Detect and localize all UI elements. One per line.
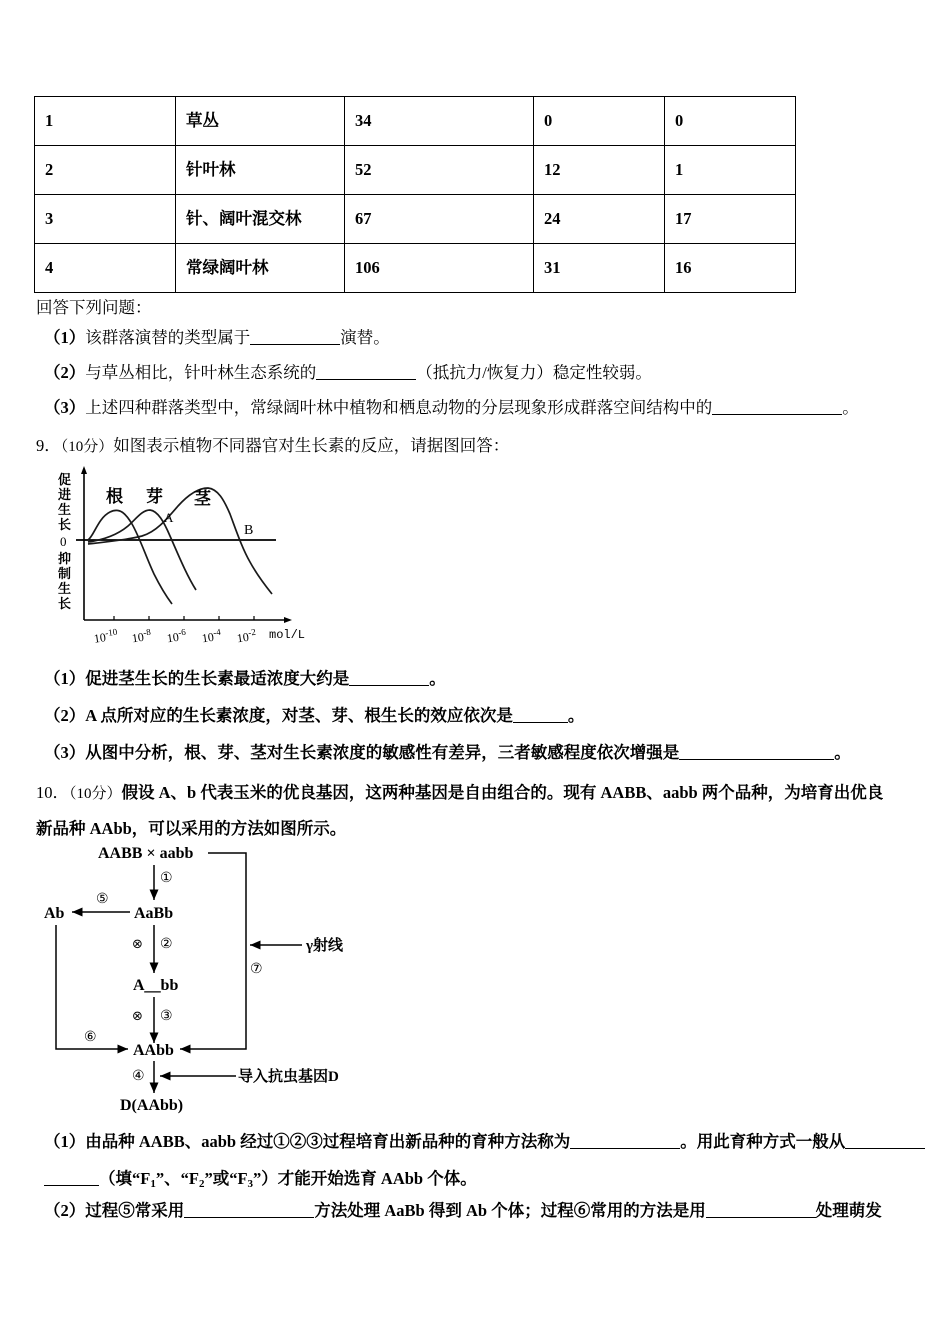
q8-item-1-label: （1） — [44, 328, 86, 347]
cell-birds: 31 — [534, 244, 665, 293]
q10-stem-text-1: 假设 A、b 代表玉米的优良基因，这两种基因是自由组合的。现有 AABB、aabb 两个品种，为培育出优良 — [121, 783, 884, 802]
y-label-char: 促 — [58, 472, 72, 487]
q8-item-3-after: 。 — [842, 398, 859, 417]
cell-mammals: 17 — [665, 195, 796, 244]
q9-item-1-after: 。 — [429, 669, 446, 688]
answer-blank[interactable] — [250, 344, 340, 345]
q8-item-3-text: 上述四种群落类型中，常绿阔叶林中植物和栖息动物的分层现象形成群落空间结构中的 — [85, 398, 713, 417]
table-row — [35, 244, 796, 293]
x-tick-label-group — [93, 626, 119, 645]
x-tick-label-group — [201, 627, 223, 646]
answer-blank[interactable] — [570, 1148, 680, 1149]
x-tick-label-group — [236, 627, 258, 646]
q10-option-f2: “$F_2$” — [180, 1169, 213, 1190]
q10-item-2 — [44, 1200, 882, 1222]
q9-item-2-text: A 点所对应的生长素浓度，对茎、芽、根生长的效应依次是 — [85, 706, 513, 725]
table-row — [35, 97, 796, 146]
q8-item-3 — [44, 397, 859, 419]
step-label-3: ③ — [160, 1009, 173, 1024]
breeding-flowchart — [40, 845, 390, 1120]
node-parents: AABB × aabb — [98, 845, 194, 862]
cell-no: 1 — [35, 97, 176, 146]
q9-item-1-text: 促进茎生长的生长素最适浓度大约是 — [85, 669, 350, 688]
cell-plants: 67 — [345, 195, 534, 244]
self-cross-symbol-3: ⊗ — [132, 1009, 143, 1024]
arrow-step-7 — [180, 853, 246, 1049]
y-label-char: 进 — [58, 487, 72, 502]
q8-item-1 — [44, 327, 390, 349]
y-label-char: 生 — [58, 581, 72, 596]
self-cross-symbol-2: ⊗ — [132, 937, 143, 952]
x-axis-arrow — [284, 617, 292, 623]
q9-item-2-after: 。 — [567, 706, 585, 725]
y-label-char: 长 — [58, 596, 72, 611]
answer-blank[interactable] — [845, 1148, 925, 1149]
q8-prompt: 回答下列问题： — [36, 298, 152, 317]
q9-item-2 — [44, 705, 584, 727]
q9-item-3 — [44, 742, 851, 764]
q10-item-1-seg3-prefix: （填 — [99, 1169, 132, 1188]
answer-blank[interactable] — [679, 759, 834, 760]
x-tick-label: $10^{-6}$ — [165, 626, 187, 646]
q9-number: 9． — [36, 436, 61, 455]
q10-stem-line2: 新品种 AAbb，可以采用的方法如图所示。 — [36, 819, 347, 838]
q9-item-3-after: 。 — [834, 743, 851, 762]
q10-option-f3: “$F_3$” — [229, 1169, 262, 1190]
q10-item-2-seg3: 处理萌发 — [815, 1201, 882, 1220]
curve-label-root: 根 — [106, 487, 123, 506]
point-label-b: B — [244, 523, 254, 538]
node-target: AAbb — [133, 1042, 174, 1059]
cell-mammals: 1 — [665, 146, 796, 195]
node-product: D(AAbb) — [120, 1097, 184, 1114]
x-tick-label-group — [131, 627, 153, 646]
q9-stem — [36, 435, 509, 457]
q10-stem-line1 — [36, 782, 883, 804]
cell-community: 常绿阔叶林 — [176, 244, 345, 293]
q10-item-1-line2 — [44, 1168, 477, 1192]
q10-item-1-seg3-suffix: ）才能开始选育 AAbb 个体。 — [261, 1169, 477, 1188]
q10-item-1-line1 — [44, 1131, 925, 1153]
answer-blank[interactable] — [513, 722, 568, 723]
q9-item-3-label: （3） — [44, 743, 86, 762]
x-tick-label-group — [166, 627, 188, 646]
y-axis-arrow — [81, 466, 87, 474]
curve-label-bud: 芽 — [146, 487, 163, 506]
cell-plants: 52 — [345, 146, 534, 195]
answer-blank[interactable] — [349, 685, 429, 686]
q8-item-2-text: 与草丛相比，针叶林生态系统的 — [85, 363, 317, 382]
table-row — [35, 146, 796, 195]
cell-mammals: 0 — [665, 97, 796, 146]
q9-item-1-label: （1） — [44, 669, 86, 688]
q8-item-2-label: （2） — [44, 363, 86, 382]
q10-score: （10分） — [69, 786, 122, 802]
step-label-6: ⑥ — [84, 1030, 97, 1045]
cell-birds: 0 — [534, 97, 665, 146]
y-label-char: 长 — [58, 517, 72, 532]
q10-item-2-label: （2） — [44, 1201, 86, 1220]
q8-item-2-after: （抵抗力/恢复力）稳定性较弱。 — [416, 363, 652, 382]
x-tick-label: $10^{-10}$ — [92, 626, 118, 646]
q10-sep-2: 或 — [212, 1169, 230, 1188]
community-data-table — [34, 96, 796, 293]
q10-item-2-seg1: 过程⑤常采用 — [85, 1201, 185, 1220]
table-row — [35, 195, 796, 244]
cell-birds: 24 — [534, 195, 665, 244]
cell-birds: 12 — [534, 146, 665, 195]
q9-score: （10分） — [60, 439, 114, 455]
y-label-char: 抑 — [58, 551, 72, 566]
step-label-2: ② — [160, 937, 173, 952]
q10-item-2-seg2: 方法处理 AaBb 得到 Ab 个体；过程⑥常用的方法是用 — [314, 1201, 706, 1220]
community-data-table-wrap — [34, 96, 796, 293]
step-label-4: ④ — [132, 1069, 145, 1084]
y-label-char: 生 — [58, 502, 72, 517]
q10-sep-1: 、 — [164, 1169, 181, 1188]
cell-mammals: 16 — [665, 244, 796, 293]
cell-no: 2 — [35, 146, 176, 195]
y-label-zero: 0 — [60, 534, 67, 549]
answer-blank[interactable] — [316, 379, 416, 380]
step-label-5: ⑤ — [96, 892, 109, 907]
q9-item-2-label: （2） — [44, 706, 86, 725]
q8-item-1-after: 演替。 — [340, 328, 390, 347]
curve-bud — [88, 510, 196, 590]
auxin-response-chart — [36, 462, 336, 652]
q9-item-3-text: 从图中分析，根、芽、茎对生长素浓度的敏感性有差异，三者敏感程度依次增强是 — [85, 743, 680, 762]
y-label-char: 制 — [58, 566, 72, 581]
x-tick-label: $10^{-4}$ — [200, 626, 222, 646]
node-f1: AaBb — [134, 905, 174, 922]
q8-item-1-text: 该群落演替的类型属于 — [85, 328, 251, 347]
q10-number: 10． — [36, 783, 69, 802]
answer-blank[interactable] — [184, 1217, 314, 1218]
x-tick-label: $10^{-2}$ — [235, 626, 257, 646]
x-tick-label: $10^{-8}$ — [130, 626, 152, 646]
curve-label-stem: 茎 — [194, 489, 211, 508]
step-label-7: ⑦ — [250, 962, 263, 977]
breeding-flowchart-svg — [40, 845, 390, 1120]
answer-blank[interactable] — [706, 1217, 816, 1218]
label-gamma-ray: γ射线 — [306, 938, 344, 954]
q10-item-1-seg1: 由品种 AABB、aabb 经过①②③过程培育出新品种的育种方法称为 — [85, 1132, 571, 1151]
cell-plants: 34 — [345, 97, 534, 146]
q10-option-f1: “$F_1$” — [132, 1169, 165, 1190]
answer-blank[interactable] — [712, 414, 842, 415]
cell-community: 草丛 — [176, 97, 345, 146]
label-transgene: 导入抗虫基因D — [238, 1069, 339, 1085]
x-axis-unit: mol/L — [269, 628, 306, 642]
node-haploid: Ab — [44, 905, 65, 922]
cell-plants: 106 — [345, 244, 534, 293]
q8-item-3-label: （3） — [44, 398, 86, 417]
q8-item-2 — [44, 362, 652, 384]
cell-no: 4 — [35, 244, 176, 293]
q9-stem-text: 如图表示植物不同器官对生长素的反应，请据图回答： — [113, 436, 510, 455]
auxin-chart-svg — [36, 462, 336, 652]
q10-item-1-label: （1） — [44, 1132, 86, 1151]
q10-item-1-seg2: 。用此育种方式一般从 — [680, 1132, 846, 1151]
answer-blank[interactable] — [44, 1185, 99, 1186]
cell-community: 针、阔叶混交林 — [176, 195, 345, 244]
step-label-1: ① — [160, 871, 173, 886]
point-label-a: A — [164, 510, 174, 525]
node-f2: A＿bb — [133, 977, 179, 994]
q9-item-1 — [44, 668, 446, 690]
cell-no: 3 — [35, 195, 176, 244]
cell-community: 针叶林 — [176, 146, 345, 195]
